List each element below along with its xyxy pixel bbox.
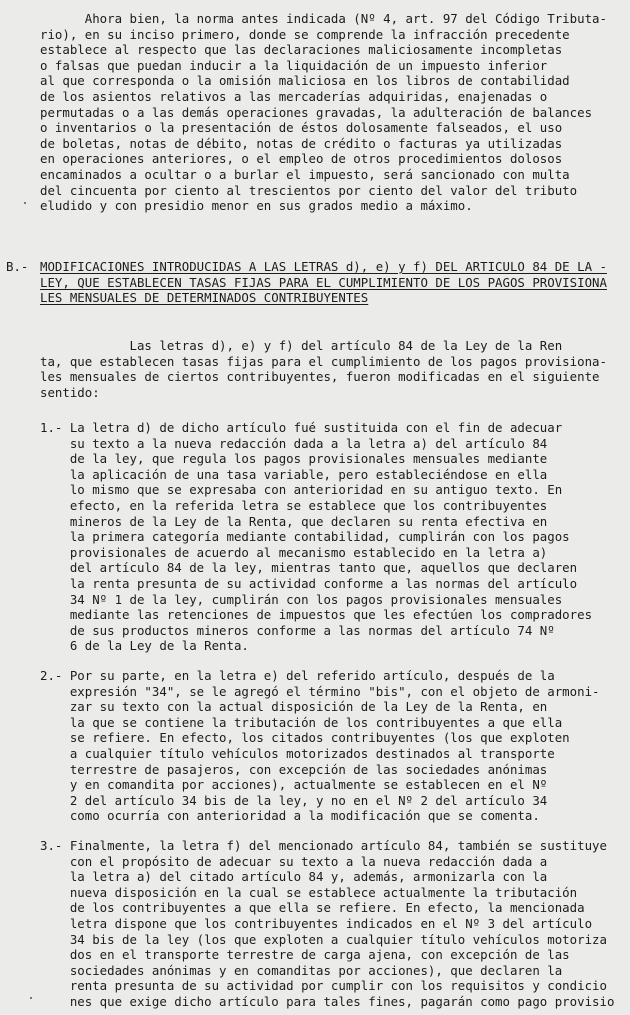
text-line: zar su texto con la actual disposición de la Ley de la Renta, en xyxy=(40,699,548,715)
text-line: su texto a la nueva redacción dada a la letra a) del artículo 84 xyxy=(40,435,548,451)
text-line: efecto, en la referida letra se establece que los contribuyentes xyxy=(40,497,548,513)
text-line: mediante las retenciones de impuestos que les efectúen los compradores xyxy=(40,607,593,623)
text-line: se refiere. En efecto, los citados contribuyentes (los que exploten xyxy=(40,730,570,746)
text-line: 2 del artículo 34 bis de la ley, y no en el Nº 2 del artículo 34 xyxy=(40,792,548,808)
text-line: la letra a) del citado artículo 84 y, además, armonizarla con la xyxy=(40,869,548,885)
text-line: dos en el transporte terrestre de carga ajena, con excepción de las xyxy=(40,947,570,963)
text-line: de boletas, notas de débito, notas de crédito o facturas ya utilizadas xyxy=(40,135,563,151)
intro-paragraph xyxy=(40,11,607,214)
text-line: con el propósito de adecuar su texto a la nueva redacción dada a xyxy=(40,853,548,869)
section-heading xyxy=(40,259,607,306)
text-line: 34 bis de la ley (los que exploten a cualquier título vehículos motoriza xyxy=(40,931,607,947)
text-line: 6 de la Ley de la Renta. xyxy=(40,638,249,654)
text-line: del artículo 84 de la ley, mientras tanto que, aquellos que declaren xyxy=(40,560,578,576)
text-line: 3.- Finalmente, la letra f) del mencionado artículo 84, también se sustituye xyxy=(40,838,607,853)
text-line: ta, que establecen tasas fijas para el cumplimiento de los pagos provisiona- xyxy=(40,353,607,369)
text-line: nueva disposición en la cual se establece actualmente la tributación xyxy=(40,884,578,900)
text-line: en operaciones anteriores, o el empleo de otros procedimientos dolosos xyxy=(40,151,563,167)
text-line: Ahora bien, la norma antes indicada (Nº 4, art. 97 del Código Tributa- xyxy=(40,11,607,26)
text-line: renta presunta de su actividad por cumplir con los requisitos y condicio xyxy=(40,978,607,994)
heading-line: MODIFICACIONES INTRODUCIDAS A LAS LETRAS d), e) y f) DEL ARTICULO 84 DE LA - xyxy=(40,259,607,274)
text-line: y en comandita por acciones), actualmente se establecen en el Nº xyxy=(40,777,548,793)
text-line: o falsas que puedan inducir a la liquidación de un impuesto inferior xyxy=(40,57,548,73)
heading-line: LEY, QUE ESTABLECEN TASAS FIJAS PARA EL CUMPLIMIENTO DE LOS PAGOS PROVISIONA xyxy=(40,274,607,290)
numbered-item-1 xyxy=(40,420,592,654)
text-line: les mensuales de ciertos contribuyentes, fueron modificadas en el siguiente xyxy=(40,369,600,385)
text-line: del cincuenta por ciento al trescientos por ciento del valor del tributo xyxy=(40,182,578,198)
text-line: permutadas o a las demás operaciones gravadas, la adulteración de balances xyxy=(40,104,593,120)
text-line: al que corresponda o la omisión maliciosa en los libros de contabilidad xyxy=(40,73,570,89)
text-line: sociedades anónimas y en comanditas por acciones), que declaren la xyxy=(40,962,563,978)
text-line: expresión "34", se le agregó el término "bis", con el objeto de armoni- xyxy=(40,683,600,699)
speck-mark xyxy=(30,997,32,999)
text-line: de los asientos relativos a las mercaderías adquiridas, enajenadas o xyxy=(40,88,548,104)
text-line: establece al respecto que las declaraciones maliciosamente incompletas xyxy=(40,42,563,58)
text-line: eludido y con presidio menor en sus grados medio a máximo. xyxy=(40,198,473,214)
heading-line: LES MENSUALES DE DETERMINADOS CONTRIBUYENTES xyxy=(40,290,369,306)
text-line: la aplicación de una tasa variable, pero estableciéndose en ella xyxy=(40,466,548,482)
text-line: de sus productos mineros conforme a las normas del artículo 74 Nº xyxy=(40,622,555,638)
text-line: sentido: xyxy=(40,384,100,400)
numbered-item-3 xyxy=(40,838,614,1010)
text-line: como ocurría con anterioridad a la modificación que se comenta. xyxy=(40,808,540,824)
text-line: de los contribuyentes a que ella se refiere. En efecto, la mencionada xyxy=(40,900,585,916)
text-line: 2.- Por su parte, en la letra e) del referido artículo, después de la xyxy=(40,668,555,683)
section-marker xyxy=(6,259,28,275)
section-intro-paragraph xyxy=(40,338,607,400)
text-line: letra dispone que los contribuyentes indicados en el Nº 3 del artículo xyxy=(40,915,593,931)
text-line: de la ley, que regula los pagos provisionales mensuales mediante xyxy=(40,451,548,467)
text-line: encaminados a ocultar o a burlar el impuesto, será sancionado con multa xyxy=(40,166,570,182)
text-line: a cualquier título vehículos motorizados destinados al transporte xyxy=(40,745,555,761)
text-line: rio), en su inciso primero, donde se comprende la infracción precedente xyxy=(40,26,570,42)
numbered-item-2 xyxy=(40,668,600,824)
text-line: mineros de la Ley de la Renta, que declaren su renta efectiva en xyxy=(40,513,548,529)
text-line: la que se contiene la tributación de los contribuyentes a que ella xyxy=(40,714,563,730)
speck-mark xyxy=(24,202,26,204)
text-line: 34 Nº 1 de la ley, cumplirán con los pagos provisionales mensuales xyxy=(40,591,563,607)
text-line: terrestre de pasajeros, con excepción de las sociedades anónimas xyxy=(40,761,548,777)
text-line: provisionales de acuerdo al mecanismo establecido en la letra a) xyxy=(40,544,548,560)
text-line: Las letras d), e) y f) del artículo 84 de la Ley de la Ren xyxy=(40,338,563,353)
text-line: la primera categoría mediante contabilidad, cumplirán con los pagos xyxy=(40,529,570,545)
section-marker-label: B.- xyxy=(6,259,29,274)
text-line: nes que exige dicho artículo para tales fines, pagarán como pago provisio xyxy=(40,993,615,1009)
text-line: la renta presunta de su actividad conforme a las normas del artículo xyxy=(40,575,578,591)
text-line: 1.- La letra d) de dicho artículo fué sustituida con el fin de adecuar xyxy=(40,420,563,435)
text-line: lo mismo que se expresaba con anterioridad en su antiguo texto. En xyxy=(40,482,563,498)
text-line: o inventarios o la presentación de éstos dolosamente falseados, el uso xyxy=(40,120,563,136)
